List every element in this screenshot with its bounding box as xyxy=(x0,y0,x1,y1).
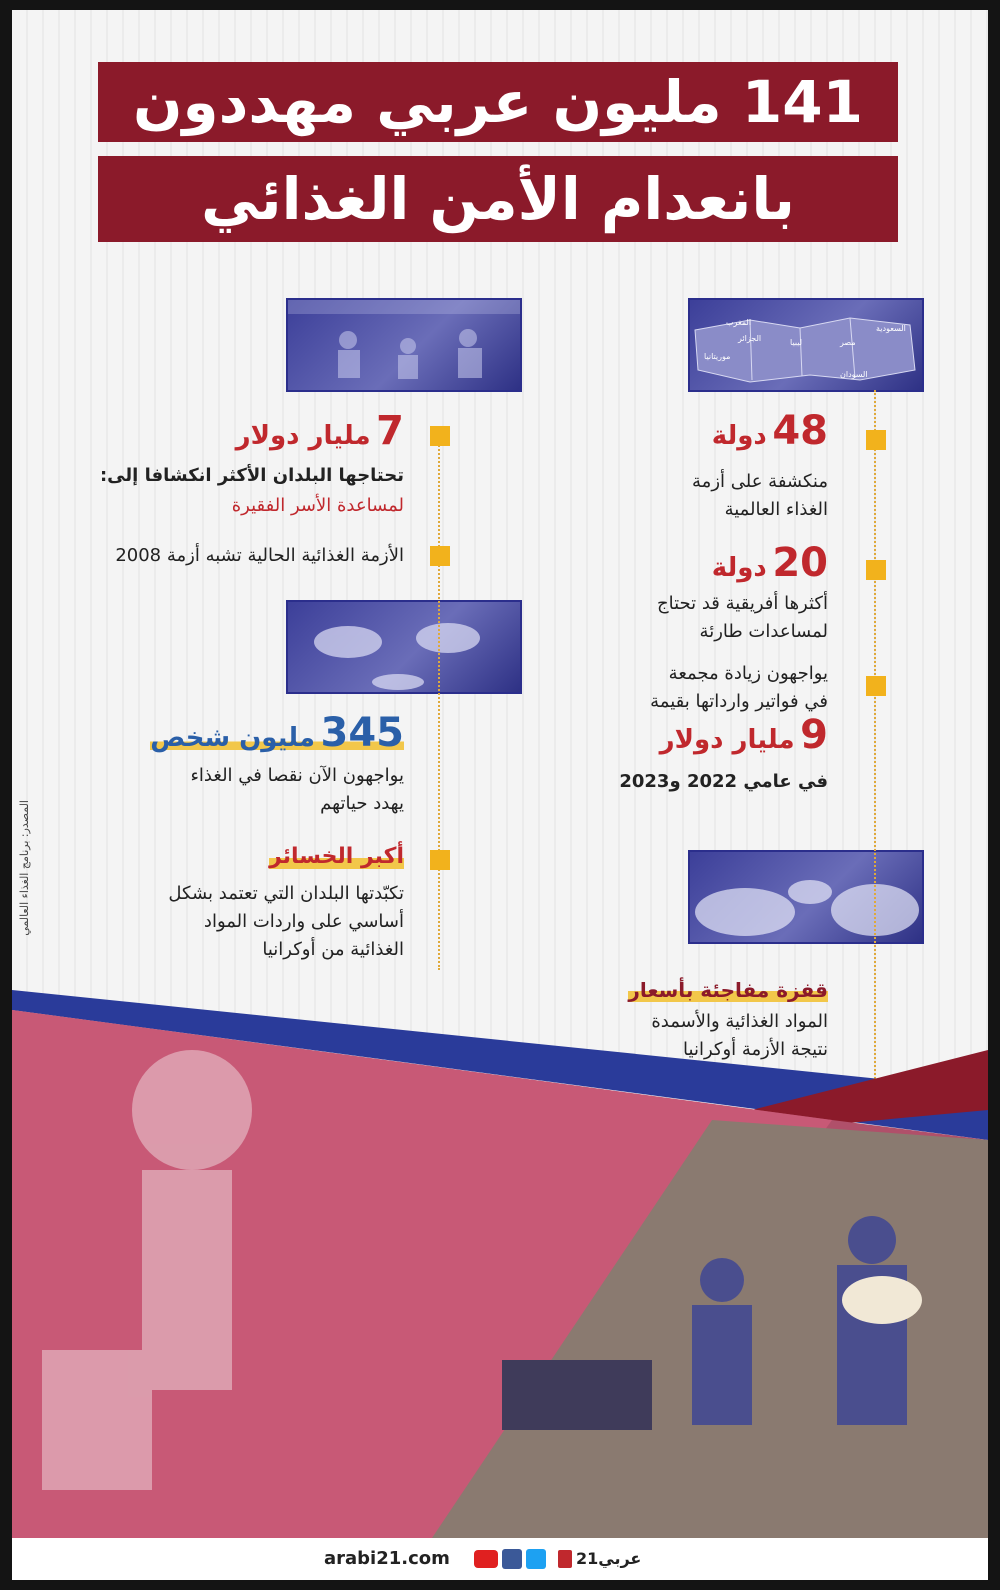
photo-grain-sacks xyxy=(688,850,924,944)
stat-9-billion xyxy=(532,712,828,758)
stat-9-line2: في فواتير وارداتها بقيمة xyxy=(650,691,828,712)
stat-9-line3: في عامي 2022 و2023 xyxy=(619,771,828,792)
losses-heading: أكبر الخسائر xyxy=(269,844,404,869)
stat-9-number: 9 xyxy=(800,712,828,758)
stat-345-number: 345 xyxy=(320,710,404,756)
title-line-1: 141 مليون عربي مهددون xyxy=(98,62,898,142)
losses-line3: الغذائية من أوكرانيا xyxy=(262,939,404,960)
stat-20-line1: أكثرها أفريقية قد تحتاج xyxy=(656,593,828,614)
stat-9-line1: يواجهون زيادة مجمعة xyxy=(668,663,828,684)
note-2008: الأزمة الغذائية الحالية تشبه أزمة 2008 xyxy=(115,545,404,566)
bullet-right-1 xyxy=(866,430,886,450)
twitter-icon[interactable] xyxy=(526,1549,546,1569)
left-timeline xyxy=(438,430,440,970)
jump-heading: قفزة مفاجئة بأسعار xyxy=(628,978,828,1002)
map-label-6: السودان xyxy=(840,370,868,379)
stat-345-line1: يواجهون الآن نقصا في الغذاء xyxy=(190,765,404,786)
stat-7-highlight: لمساعدة الأسر الفقيرة xyxy=(231,495,404,516)
losses-line2: أساسي على واردات المواد xyxy=(203,911,404,932)
stat-7-unit: مليار دولار xyxy=(235,421,371,451)
stat-48-line1: منكشفة على أزمة xyxy=(692,471,828,492)
map-label-7: موريتانيا xyxy=(704,352,731,361)
footer-bar xyxy=(12,1538,988,1580)
stat-7-billion xyxy=(112,408,404,454)
stat-7-text: تحتاجها البلدان الأكثر انكشافا إلى: xyxy=(99,465,404,486)
youtube-icon[interactable] xyxy=(474,1550,498,1568)
stat-20-countries xyxy=(532,540,828,586)
stat-20-line2: لمساعدات طارئة xyxy=(699,621,828,642)
footer-brand: عربي21 xyxy=(576,1549,642,1568)
bullet-right-3 xyxy=(866,676,886,696)
map-label-2: الجزائر xyxy=(738,334,762,343)
stat-48-line2: الغذاء العالمية xyxy=(724,499,828,520)
map-label-4: مصر xyxy=(840,338,856,347)
stat-48-unit: دولة xyxy=(711,421,767,451)
stat-9-unit: مليار دولار xyxy=(659,725,795,755)
bullet-right-2 xyxy=(866,560,886,580)
stat-20-number: 20 xyxy=(772,540,828,586)
bullet-left-1 xyxy=(430,426,450,446)
photo-children-eating xyxy=(286,298,522,392)
bottom-photos xyxy=(12,970,988,1580)
facebook-icon[interactable] xyxy=(502,1549,522,1569)
stat-48-number: 48 xyxy=(772,408,828,454)
stat-345-line2: يهدد حياتهم xyxy=(320,793,404,814)
jump-line1: المواد الغذائية والأسمدة xyxy=(651,1011,828,1032)
map-label-3: ليبيا xyxy=(790,338,803,347)
bullet-left-3 xyxy=(430,850,450,870)
map-photo xyxy=(688,298,924,392)
losses-line1: تكبّدتها البلدان التي تعتمد بشكل xyxy=(168,883,404,904)
stat-20-unit: دولة xyxy=(711,553,767,583)
bullet-left-2 xyxy=(430,546,450,566)
title-line-2: بانعدام الأمن الغذائي xyxy=(98,156,898,242)
losses-heading-wrap xyxy=(112,844,404,869)
footer-site[interactable]: arabi21.com xyxy=(324,1548,450,1569)
jump-line2: نتيجة الأزمة أوكرانيا xyxy=(683,1039,828,1060)
map-label-5: السعودية xyxy=(876,324,906,333)
source-credit: المصدر: برنامج الغذاء العالمي xyxy=(18,800,31,936)
stat-7-number: 7 xyxy=(376,408,404,454)
map-label-1: المغرب xyxy=(726,318,752,327)
stat-345-unit: مليون شخص xyxy=(150,723,315,753)
arabi21-logo-icon xyxy=(558,1550,572,1568)
stat-345-million xyxy=(112,710,404,756)
stat-48-countries xyxy=(532,408,828,454)
infographic xyxy=(12,10,988,1580)
photo-bowls xyxy=(286,600,522,694)
